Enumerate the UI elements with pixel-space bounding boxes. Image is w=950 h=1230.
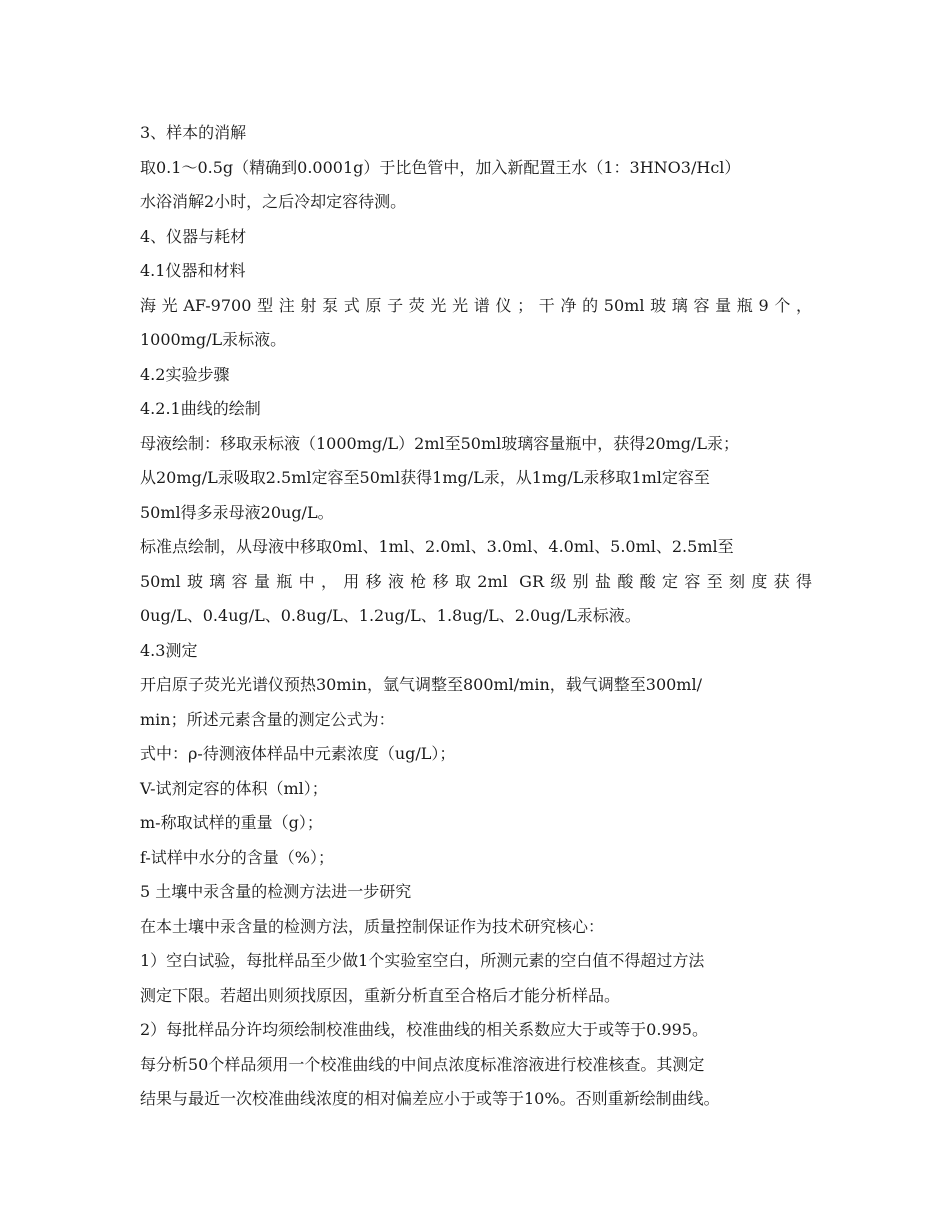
paragraph-line: 50ml玻璃容量瓶中，用移液枪移取2ml GR级别盐酸酸定容至刻度获得 xyxy=(140,571,812,591)
subsection-heading-experiment-steps: 4.2实验步骤 xyxy=(140,364,230,384)
formula-definition-line: V-试剂定容的体积（ml）； xyxy=(140,778,328,798)
paragraph-line: 0ug/L、0.4ug/L、0.8ug/L、1.2ug/L、1.8ug/L、2.0ug/L汞标液。 xyxy=(140,606,641,625)
section-heading-sample-digestion: 3、样本的消解 xyxy=(140,123,247,142)
paragraph-line: 开启原子荧光光谱仪预热30min，氩气调整至800ml/min，载气调整至300ml/ xyxy=(140,675,702,694)
paragraph-line: 从20mg/L汞吸取2.5ml定容至50ml获得1mg/L汞，从1mg/L汞移取1ml定容至 xyxy=(140,468,710,487)
paragraph-line: min；所述元素含量的测定公式为： xyxy=(140,709,395,729)
paragraph-line: 1000mg/L汞标液。 xyxy=(140,330,287,349)
paragraph-line: 在本土壤中汞含量的检测方法，质量控制保证作为技术研究核心： xyxy=(140,916,605,936)
paragraph-line: 母液绘制：移取汞标液（1000mg/L）2ml至50ml玻璃容量瓶中，获得20mg/L汞； xyxy=(140,433,740,453)
paragraph-line: 测定下限。若超出则须找原因，重新分析直至合格后才能分析样品。 xyxy=(140,985,621,1005)
paragraph-line: 取0.1～0.5g（精确到0.0001g）于比色管中，加入新配置王水（1：3HNO3/Hcl） xyxy=(140,157,741,177)
paragraph-line: 50ml得多汞母液20ug/L。 xyxy=(140,502,334,522)
section-heading-instruments: 4、仪器与耗材 xyxy=(140,226,247,246)
subsection-heading-measurement: 4.3测定 xyxy=(140,640,198,660)
paragraph-line: 每分析50个样品须用一个校准曲线的中间点浓度标准溶液进行校准核查。其测定 xyxy=(140,1054,705,1074)
subsection-heading-curve-drawing: 4.2.1曲线的绘制 xyxy=(140,399,261,418)
formula-definition-line: f-试样中水分的含量（%）； xyxy=(140,847,334,867)
paragraph-line: 海光AF-9700型注射泵式原子荧光光谱仪；干净的50ml玻璃容量瓶9个， xyxy=(140,295,812,315)
document-body xyxy=(140,116,812,1117)
list-item-line: 1）空白试验，每批样品至少做1个实验室空白，所测元素的空白值不得超过方法 xyxy=(140,951,705,970)
paragraph-line: 水浴消解2小时，之后冷却定容待测。 xyxy=(140,192,407,211)
paragraph-line: 结果与最近一次校准曲线浓度的相对偏差应小于或等于10%。否则重新绘制曲线。 xyxy=(140,1089,720,1108)
formula-definition-line: 式中：ρ-待测液体样品中元素浓度（ug/L）； xyxy=(140,744,456,763)
section-heading-further-research: 5 土壤中汞含量的检测方法进一步研究 xyxy=(140,882,412,901)
list-item-line: 2）每批样品分许均须绘制校准曲线，校准曲线的相关系数应大于或等于0.995。 xyxy=(140,1020,708,1039)
paragraph-line: 标准点绘制，从母液中移取0ml、1ml、2.0ml、3.0ml、4.0ml、5.0ml、2.5ml至 xyxy=(140,537,734,556)
formula-definition-line: m-称取试样的重量（g）； xyxy=(140,813,323,832)
subsection-heading-instruments-materials: 4.1仪器和材料 xyxy=(140,261,246,280)
